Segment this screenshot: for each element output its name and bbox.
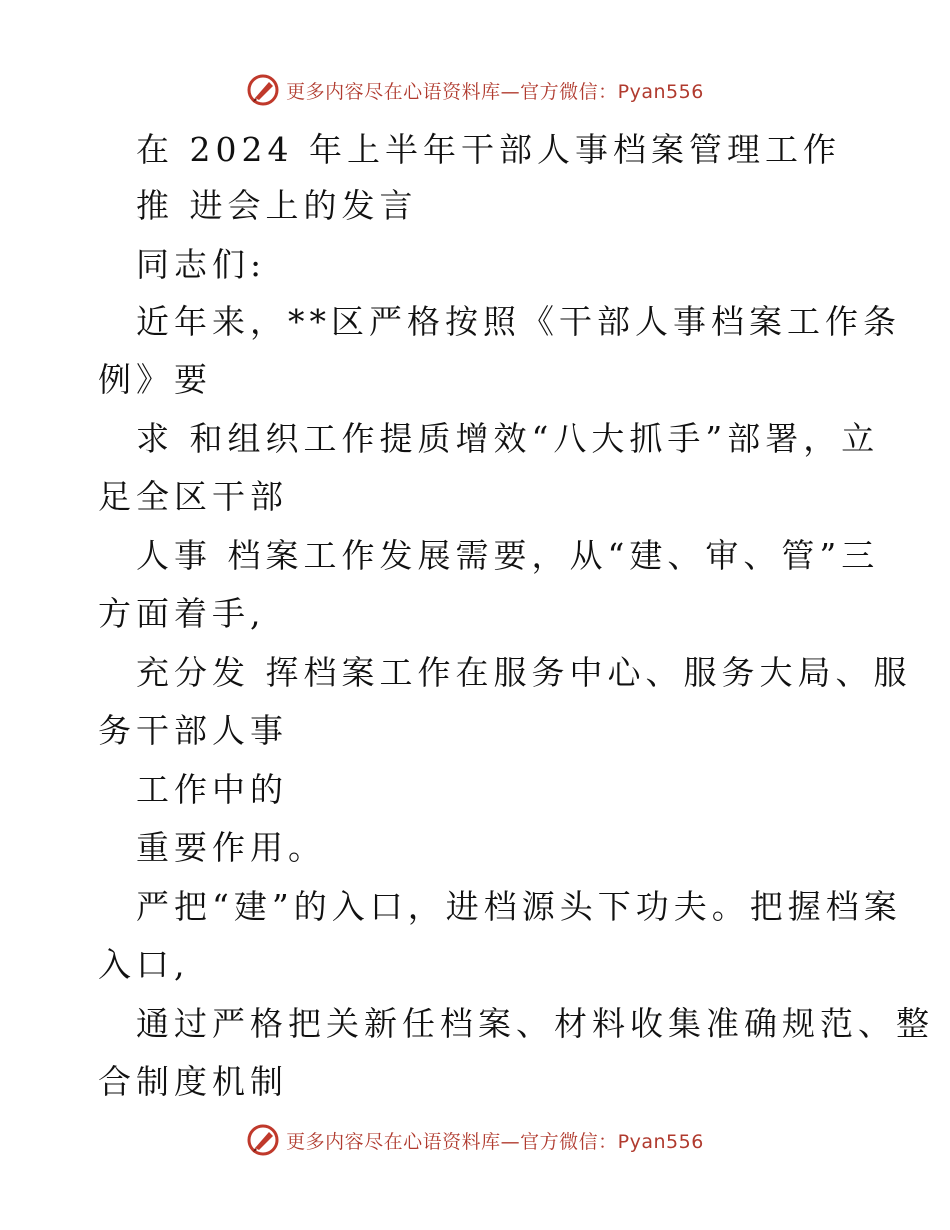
footer-watermark-text: 更多内容尽在心语资料库—官方微信：Pyan556: [286, 1130, 704, 1153]
doc-text-line: 务干部人事: [98, 711, 288, 750]
doc-title-line-2: 推 进会上的发言: [136, 186, 418, 225]
header-watermark-banner: [0, 70, 950, 110]
doc-text-line: 近年来，**区严格按照《干部人事档案工作条: [136, 302, 901, 341]
doc-text-line: 充分发 挥档案工作在服务中心、服务大局、服: [136, 653, 912, 692]
doc-text-line: 入口,: [98, 945, 190, 984]
doc-title-line-1: 在 2024 年上半年干部人事档案管理工作: [136, 130, 841, 169]
doc-text-line: 足全区干部: [98, 477, 288, 516]
doc-text-line: 严把“建”的入口，进档源头下功夫。把握档案: [136, 887, 902, 926]
doc-text-line: 人事 档案工作发展需要，从“建、审、管”三: [136, 536, 880, 575]
doc-text-line: 工作中的: [136, 770, 288, 809]
doc-text-line: 通过严格把关新任档案、材料收集准确规范、整: [136, 1004, 934, 1043]
pen-logo-icon: [246, 73, 280, 107]
doc-text-line: 合制度机制: [98, 1062, 288, 1101]
header-watermark-text: 更多内容尽在心语资料库—官方微信：Pyan556: [286, 80, 704, 103]
doc-text-line: 方面着手,: [98, 594, 266, 633]
pen-logo-icon: [246, 1123, 280, 1157]
doc-text-line: 重要作用。: [136, 828, 326, 867]
footer-watermark-banner: [0, 1120, 950, 1160]
doc-text-line: 例》要: [98, 360, 212, 399]
doc-salutation: 同志们:: [136, 245, 267, 284]
doc-text-line: 求 和组织工作提质增效“八大抓手”部署，立: [136, 419, 880, 458]
